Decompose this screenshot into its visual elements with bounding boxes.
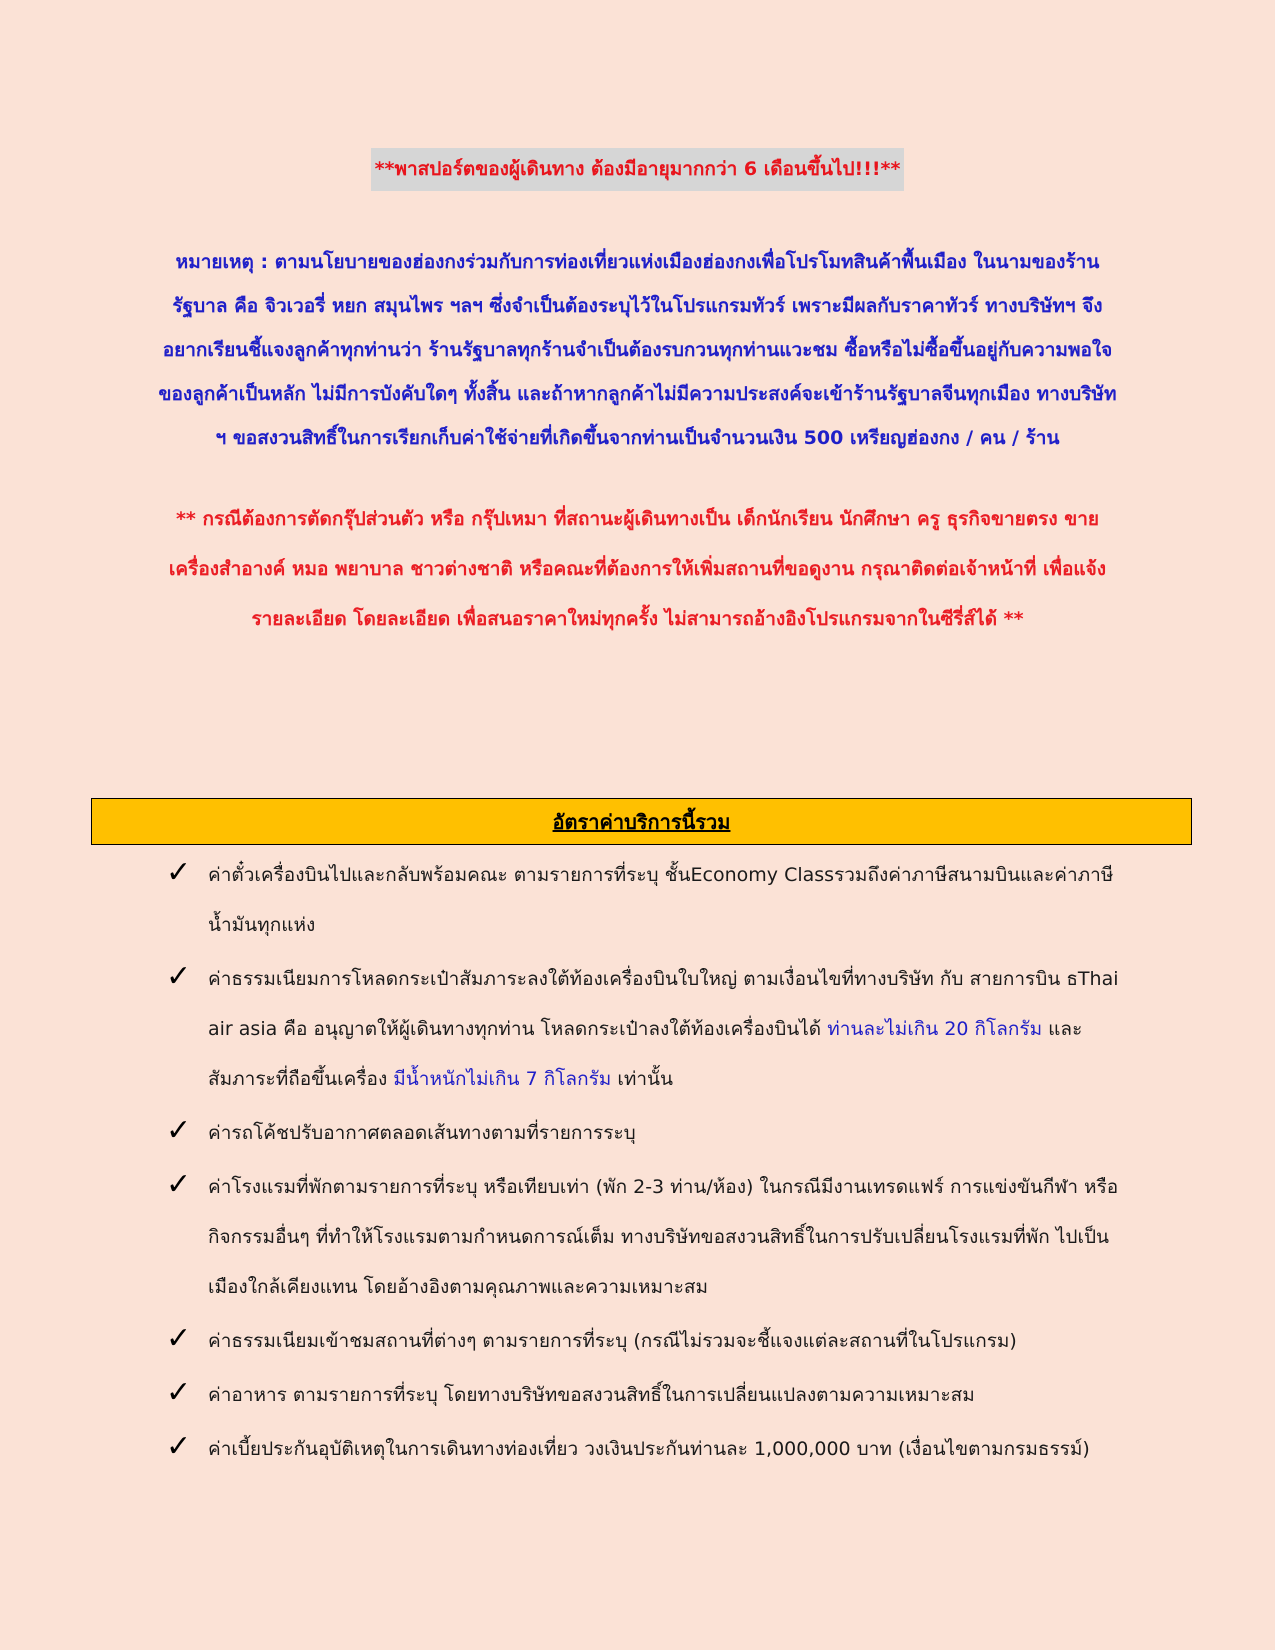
included-services-header <box>91 798 1192 845</box>
item-line <box>208 1054 1201 1104</box>
note-line: รัฐบาล คือ จิวเวอรี่ หยก สมุนไพร ฯลฯ ซึ่งจำเป็นต้องระบุไว้ในโปรแกรมทัวร์ เพราะมีผลกับราคาทัวร์ ทางบริษัทฯ จึง <box>172 295 1103 317</box>
item-line <box>208 1004 1201 1054</box>
group-notice-line: ** กรณีต้องการตัดกรุ๊ปส่วนตัว หรือ กรุ๊ปเหมา ที่สถานะผู้เดินทางเป็น เด็กนักเรียน นักศึกษา ครู ธุรกิจขายตรง ขาย <box>175 508 1100 530</box>
note-line: อยากเรียนชี้แจงลูกค้าทุกท่านว่า ร้านรัฐบาลทุกร้านจำเป็นต้องรบกวนทุกท่านแวะชม ซื้อหรือไม่ซื้อขึ้นอยู่กับความพอใจ <box>162 339 1113 361</box>
included-item-text <box>208 1370 1201 1420</box>
included-item-text <box>208 1108 1201 1158</box>
item-line: ค่าธรรมเนียมเข้าชมสถานที่ต่างๆ ตามรายการที่ระบุ (กรณีไม่รวมจะชี้แจงแต่ละสถานที่ในโปรแกรม) <box>208 1330 1017 1352</box>
item-text-segment: เท่านั้น <box>611 1068 674 1090</box>
passport-warning-text: **พาสปอร์ตของผู้เดินทาง ต้องมีอายุมากกว่า 6 เดือนขึ้นไป!!!** <box>371 148 905 191</box>
item-text-segment: และ <box>1042 1018 1083 1040</box>
item-line: ค่าอาหาร ตามรายการที่ระบุ โดยทางบริษัทขอสงวนสิทธิ์ในการเปลี่ยนแปลงตามความเหมาะสม <box>208 1384 975 1406</box>
note-line: ฯ ขอสงวนสิทธิ์ในการเรียกเก็บค่าใช้จ่ายที่เกิดขึ้นจากท่านเป็นจำนวนเงิน 500 เหรียญฮ่องกง / คน / ร้าน <box>215 427 1060 449</box>
included-item-baggage <box>166 954 1201 1104</box>
included-item-text <box>208 1424 1201 1474</box>
included-item-admission <box>166 1316 1201 1366</box>
item-line: ค่าเบี้ยประกันอุบัติเหตุในการเดินทางท่องเที่ยว วงเงินประกันท่านละ 1,000,000 บาท (เงื่อนไขตามกรมธรรม์) <box>208 1438 1090 1460</box>
group-notice-line: เครื่องสำอางค์ หมอ พยาบาล ชาวต่างชาติ หรือคณะที่ต้องการให้เพิ่มสถานที่ขอดูงาน กรุณาติดต่อเจ้าหน้าที่ เพื่อแจ้ง <box>168 558 1107 580</box>
included-item-airfare <box>166 850 1201 950</box>
group-tour-notice <box>90 494 1185 644</box>
carry-on-limit: มีน้ำหนักไม่เกิน 7 กิโลกรัม <box>393 1068 612 1090</box>
checkmark-icon: ✓ <box>166 1429 192 1464</box>
included-services-list <box>166 846 1201 1474</box>
included-item-text <box>208 954 1201 1104</box>
checkmark-icon: ✓ <box>166 1113 192 1148</box>
item-line: ค่าธรรมเนียมการโหลดกระเป๋าสัมภาระลงใต้ท้องเครื่องบินใบใหญ่ ตามเงื่อนไขที่ทางบริษัท กับ สายการบิน ธThai <box>208 968 1119 990</box>
included-services-title: อัตราค่าบริการนี้รวม <box>552 809 731 834</box>
item-line: ค่ารถโค้ชปรับอากาศตลอดเส้นทางตามที่รายการระบุ <box>208 1122 636 1144</box>
passport-warning <box>0 148 1275 191</box>
item-line: เมืองใกล้เคียงแทน โดยอ้างอิงตามคุณภาพและความเหมาะสม <box>208 1276 709 1298</box>
included-item-hotel <box>166 1162 1201 1312</box>
note-line: ของลูกค้าเป็นหลัก ไม่มีการบังคับใดๆ ทั้งสิ้น และถ้าหากลูกค้าไม่มีความประสงค์จะเข้าร้านรัฐบาลจีนทุกเมือง ทางบริษัท <box>158 383 1117 405</box>
included-item-coach <box>166 1108 1201 1158</box>
item-text-segment: air asia คือ อนุญาตให้ผู้เดินทางทุกท่าน โหลดกระเป๋าลงใต้ท้องเครื่องบินได้ <box>208 1018 828 1040</box>
item-line: กิจกรรมอื่นๆ ที่ทำให้โรงแรมตามกำหนดการณ์เต็ม ทางบริษัทขอสงวนสิทธิ์ในการปรับเปลี่ยนโรงแรมที่พัก ไปเป็น <box>208 1226 1109 1248</box>
item-line: ค่าโรงแรมที่พักตามรายการที่ระบุ หรือเทียบเท่า (พัก 2-3 ท่าน/ห้อง) ในกรณีมีงานเทรดแฟร์ การแข่งขันกีฬา หรือ <box>208 1176 1119 1198</box>
checkmark-icon: ✓ <box>166 855 192 890</box>
included-item-text <box>208 850 1201 950</box>
included-item-text <box>208 1162 1201 1312</box>
checkmark-icon: ✓ <box>166 1375 192 1410</box>
checkmark-icon: ✓ <box>166 1321 192 1356</box>
group-notice-line: รายละเอียด โดยละเอียด เพื่อสนอราคาใหม่ทุกครั้ง ไม่สามารถอ้างอิงโปรแกรมจากในซีรี่ส์ได้ ** <box>251 608 1024 630</box>
note-line: หมายเหตุ : ตามนโยบายของฮ่องกงร่วมกับการท่องเที่ยวแห่งเมืองฮ่องกงเพื่อโปรโมทสินค้าพื้นเมือง ในนามของร้าน <box>175 251 1100 273</box>
included-item-meals <box>166 1370 1201 1420</box>
included-item-text <box>208 1316 1201 1366</box>
note-block <box>100 240 1175 460</box>
included-item-insurance <box>166 1424 1201 1474</box>
checked-baggage-limit: ท่านละไม่เกิน 20 กิโลกรัม <box>827 1018 1043 1040</box>
item-line: ค่าตั๋วเครื่องบินไปและกลับพร้อมคณะ ตามรายการที่ระบุ ชั้นEconomy Classรวมถึงค่าภาษีสนามบินและค่าภาษี <box>208 864 1114 886</box>
item-text-segment: สัมภาระที่ถือขึ้นเครื่อง <box>208 1068 394 1090</box>
checkmark-icon: ✓ <box>166 1167 192 1202</box>
item-line: น้ำมันทุกแห่ง <box>208 914 316 936</box>
checkmark-icon: ✓ <box>166 959 192 994</box>
